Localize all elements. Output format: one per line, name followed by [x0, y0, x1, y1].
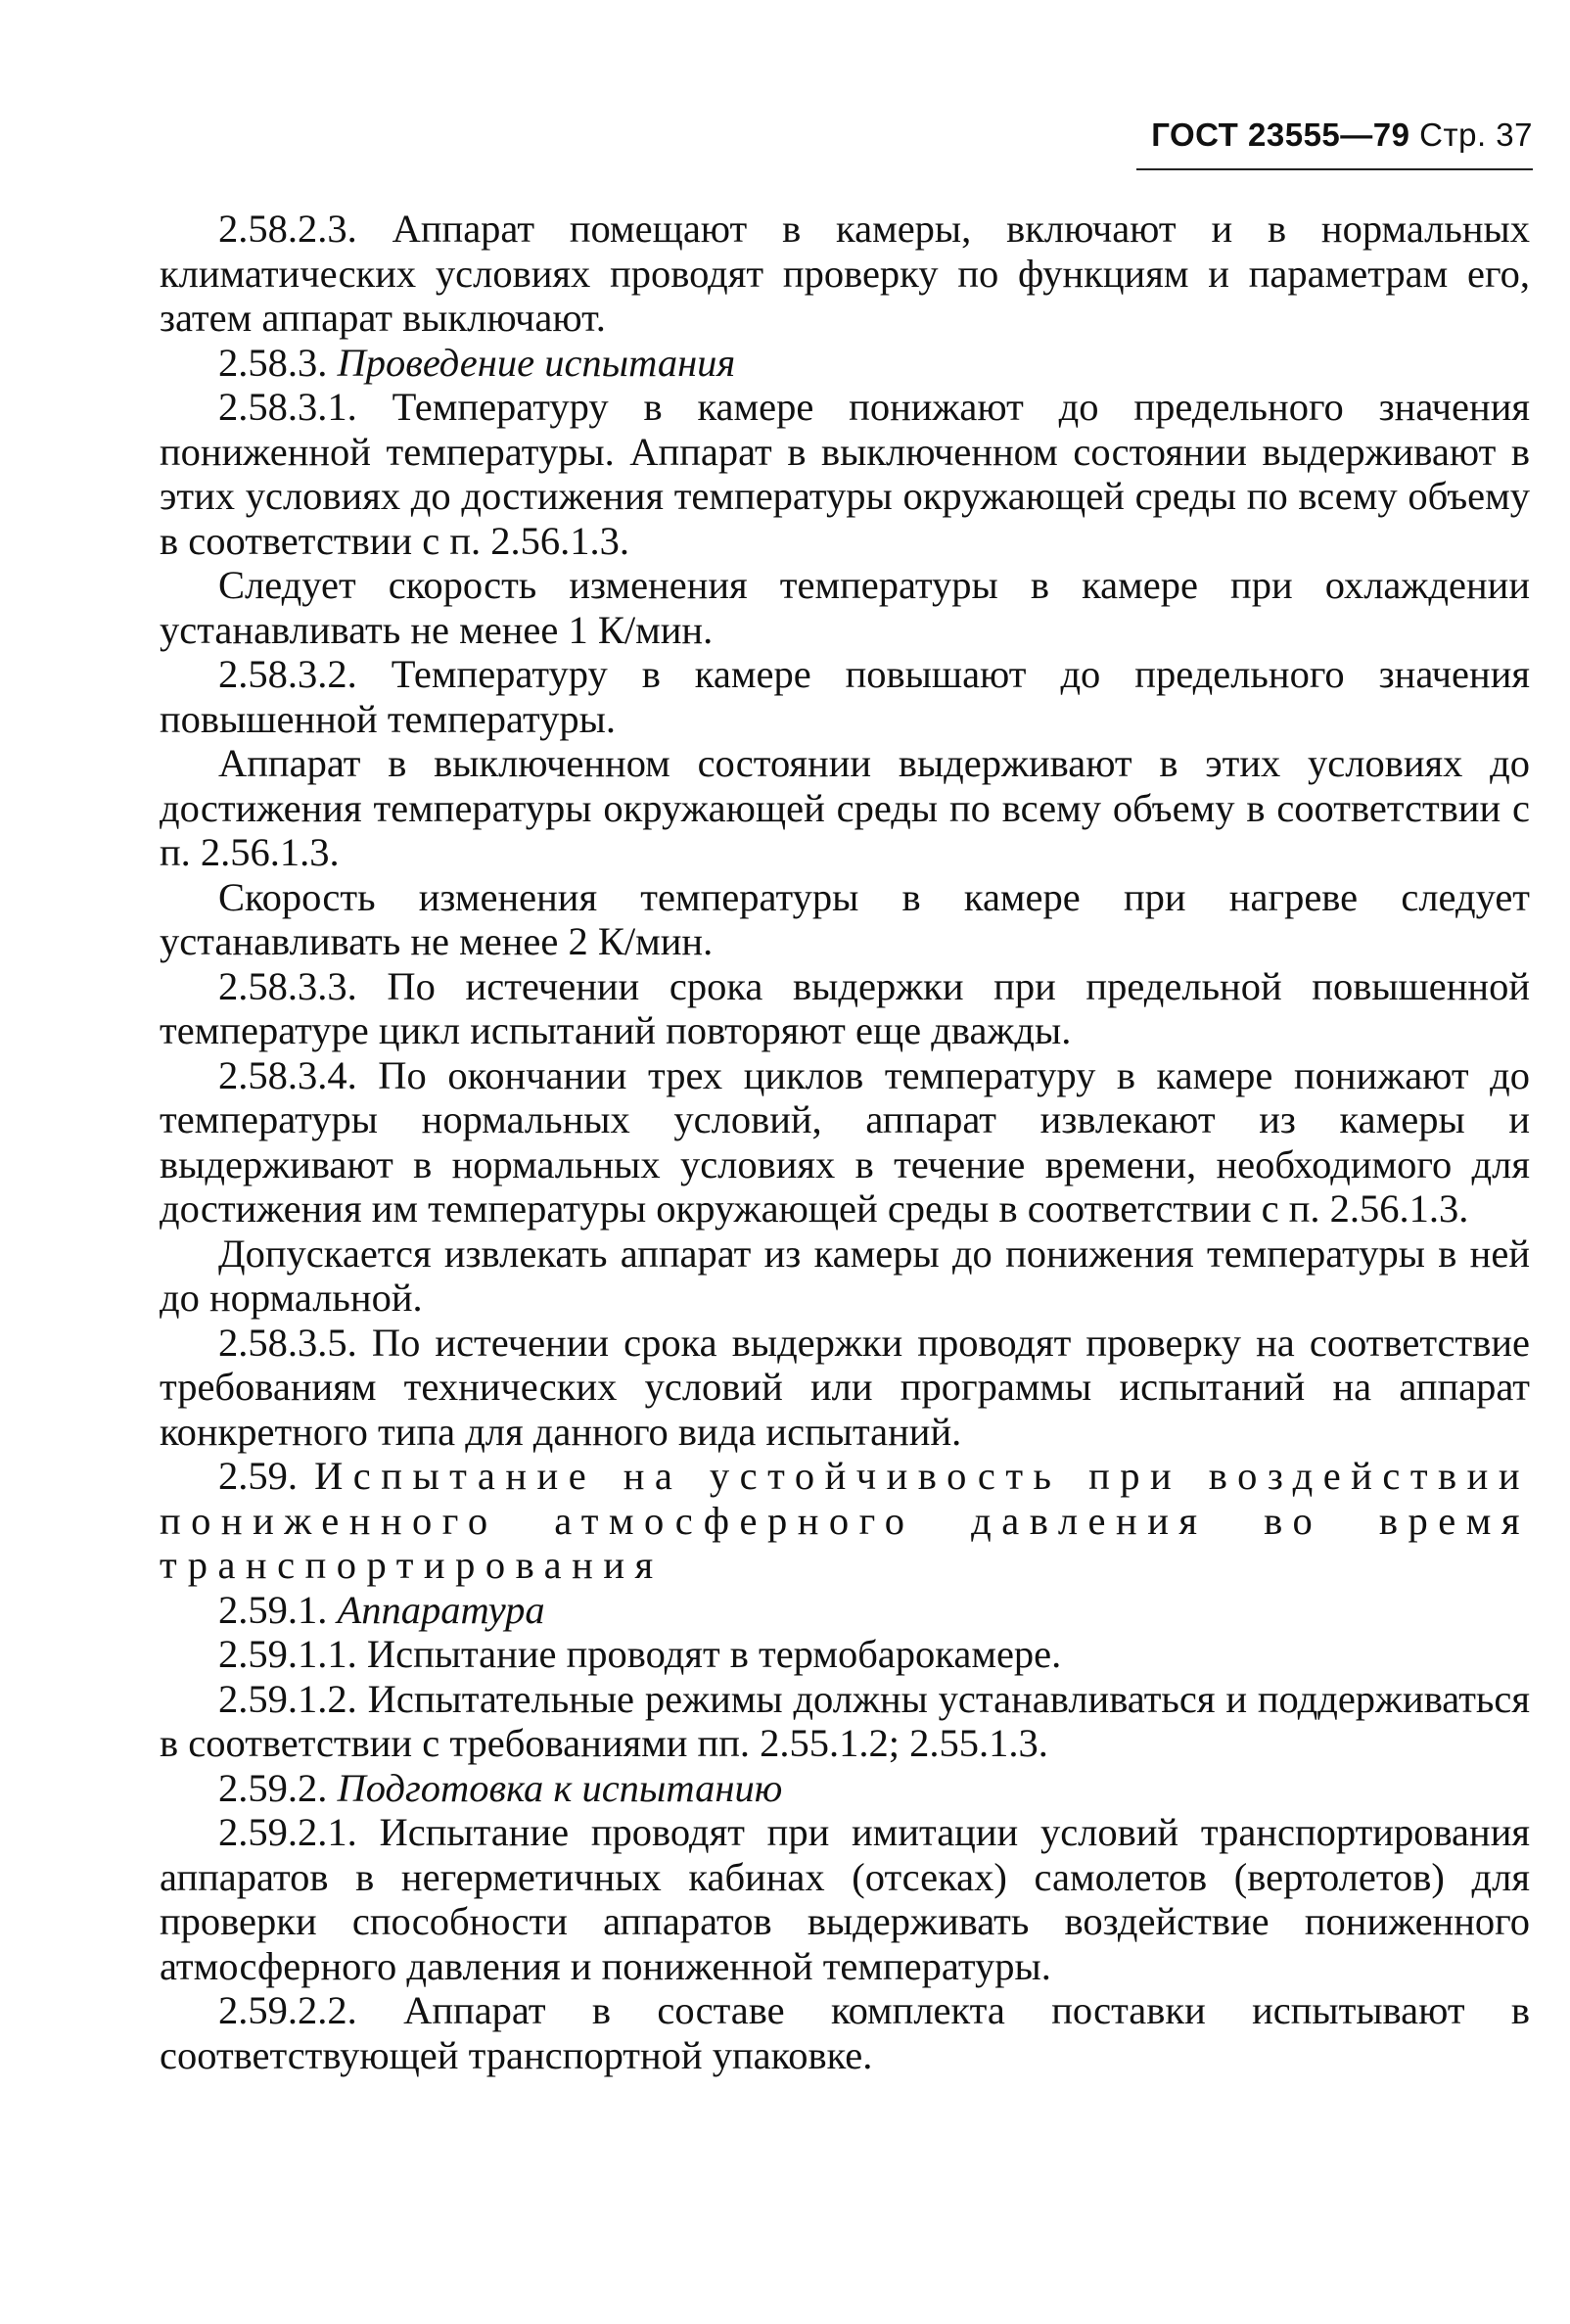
paragraph-2-58-3-5: 2.58.3.5. По истечении срока выдержки проводят проверку на соответствие требованиям технических условий или программы испытаний на аппарат конкретного типа для данного вида испытаний.	[160, 1320, 1530, 1454]
paragraph-removal-allowed: Допускается извлекать аппарат из камеры до понижения температуры в ней до нормальной.	[160, 1231, 1530, 1320]
section-title: Подготовка к испытанию	[337, 1765, 783, 1810]
page-header	[1122, 116, 1533, 155]
standard-number: ГОСТ 23555—79	[1151, 116, 1410, 153]
section-heading-2-59-1	[160, 1588, 1530, 1633]
paragraph-2-59-2-2: 2.59.2.2. Аппарат в составе комплекта поставки испытывают в соответствующей транспортной упаковке.	[160, 1988, 1530, 2077]
section-number: 2.58.3.	[218, 340, 328, 385]
section-number: 2.59.	[218, 1454, 298, 1498]
section-number: 2.59.1.	[218, 1587, 328, 1632]
section-title: Аппаратура	[337, 1587, 545, 1632]
page-number: Стр. 37	[1419, 116, 1533, 153]
section-title: Проведение испытания	[337, 340, 736, 385]
paragraph-heating-hold: Аппарат в выключенном состоянии выдерживают в этих условиях до достижения температуры окружающей среды по всему объему в соответствии с п. 2.56.1.3.	[160, 741, 1530, 874]
header-rule	[1136, 168, 1533, 170]
paragraph-cooling-rate: Следует скорость изменения температуры в камере при охлаждении устанавливать не менее 1 К/мин.	[160, 563, 1530, 652]
document-body	[160, 207, 1530, 2077]
paragraph-2-59-1-2: 2.59.1.2. Испытательные режимы должны устанавливаться и поддерживаться в соответствии с требованиями пп. 2.55.1.2; 2.55.1.3.	[160, 1676, 1530, 1765]
paragraph-2-58-3-1: 2.58.3.1. Температуру в камере понижают до предельного значения пониженной температуры. Аппарат в выключенном состоянии выдерживают в этих условиях до достижения температуры окружающей среды по всему объему в соответствии с п. 2.56.1.3.	[160, 385, 1530, 563]
paragraph-2-58-3-2: 2.58.3.2. Температуру в камере повышают до предельного значения повышенной температуры.	[160, 652, 1530, 741]
section-number: 2.59.2.	[218, 1765, 328, 1810]
paragraph-2-58-3-3: 2.58.3.3. По истечении срока выдержки при предельной повышенной температуре цикл испытаний повторяют еще дважды.	[160, 963, 1530, 1052]
paragraph-2-58-3-4: 2.58.3.4. По окончании трех циклов температуру в камере понижают до температуры нормальных условий, аппарат извлекают из камеры и выдерживают в нормальных условиях в течение времени, необходимого для достижения им температуры окружающей среды в соответствии с п. 2.56.1.3.	[160, 1052, 1530, 1231]
section-heading-2-59	[160, 1454, 1530, 1588]
paragraph-2-59-1-1: 2.59.1.1. Испытание проводят в термобарокамере.	[218, 1632, 1062, 1676]
paragraph-2-59-2-1: 2.59.2.1. Испытание проводят при имитации условий транспортирования аппаратов в негерметичных кабинах (отсеках) самолетов (вертолетов) для проверки способности аппаратов выдерживать воздействие пониженного атмосферного давления и пониженной температуры.	[160, 1810, 1530, 1988]
section-heading-2-59-2	[160, 1766, 1530, 1811]
section-title: Испытание на устойчивость при воздействии пониженного атмосферного давления во время транспортирования	[160, 1454, 1531, 1587]
paragraph-heating-rate: Скорость изменения температуры в камере при нагреве следует устанавливать не менее 2 К/мин.	[160, 874, 1530, 963]
section-heading-2-58-3	[160, 341, 1530, 386]
paragraph-2-58-2-3: 2.58.2.3. Аппарат помещают в камеры, включают и в нормальных климатических условиях проводят проверку по функциям и параметрам его, затем аппарат выключают.	[160, 207, 1530, 340]
